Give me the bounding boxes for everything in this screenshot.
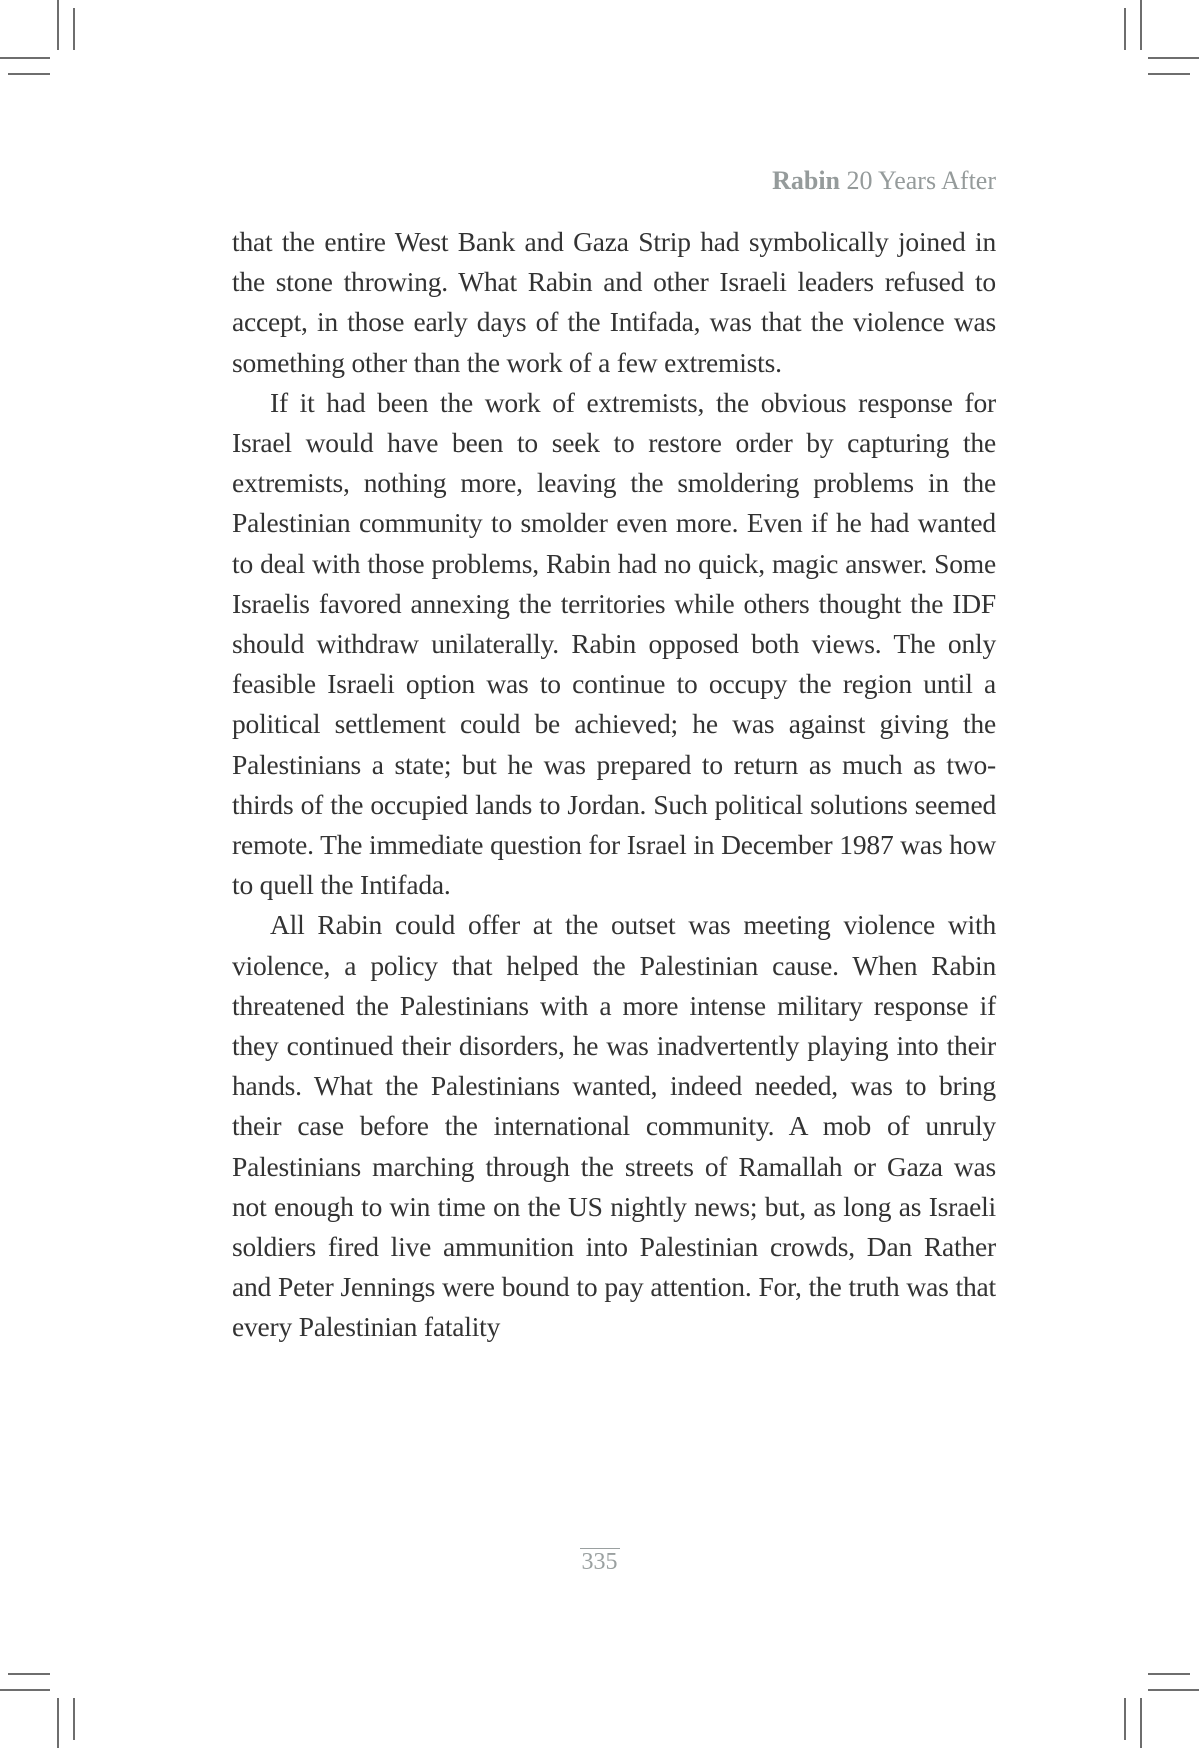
crop-mark: [1148, 1689, 1199, 1691]
body-text: [232, 222, 996, 1348]
running-header-title: 20 Years After: [840, 166, 996, 195]
crop-mark: [1148, 57, 1199, 59]
crop-mark: [1140, 1698, 1142, 1748]
page-number-container: [0, 1548, 1199, 1575]
crop-mark: [1148, 73, 1190, 75]
crop-mark: [1148, 1673, 1190, 1675]
crop-mark: [73, 8, 75, 50]
paragraph: If it had been the work of extremists, the obvious response for Israel would have been to seek to restore order by capturing the extremists, nothing more, leaving the smoldering problems in the Palestinian community to smolder even more. Even if he had wanted to deal with those problems, Rabin had no quick, magic answer. Some Israelis favored annexing the territories while others thought the IDF should withdraw unilaterally. Rabin opposed both views. The only feasible Israeli option was to continue to occupy the region until a political settlement could be achieved; he was against giving the Palestinians a state; but he was prepared to return as much as two-thirds of the occupied lands to Jordan. Such political solutions seemed remote. The immediate question for Israel in December 1987 was how to quell the Intifada.: [232, 386, 996, 901]
crop-mark: [0, 1689, 50, 1691]
crop-mark: [8, 73, 50, 75]
crop-mark: [1124, 1698, 1126, 1740]
running-header: [772, 166, 996, 196]
crop-mark: [57, 0, 59, 50]
page-number: 335: [581, 1549, 618, 1575]
crop-mark: [8, 1673, 50, 1675]
paragraph: All Rabin could offer at the outset was meeting violence with violence, a policy that helped the Palestinian cause. When Rabin threatened the Palestinians with a more intense military response if they continued their disorders, he was inadvertently playing into their hands. What the Palestinians wanted, indeed needed, was to bring their case before the international community. A mob of unruly Palestinians marching through the streets of Ramallah or Gaza was not enough to win time on the US nightly news; but, as long as Israeli soldiers fired live ammunition into Palestinian crowds, Dan Rather and Peter Jennings were bound to pay attention. For, the truth was that every Palestinian fatality: [232, 909, 996, 1343]
paragraph: that the entire West Bank and Gaza Strip had symbolically joined in the stone throwing. What Rabin and other Israeli leaders refused to accept, in those early days of the Intifada, was that the violence was something other than the work of a few extremists.: [232, 226, 996, 378]
running-header-bold: Rabin: [772, 166, 840, 195]
crop-mark: [73, 1698, 75, 1740]
crop-mark: [1124, 8, 1126, 50]
crop-mark: [57, 1698, 59, 1748]
crop-mark: [0, 57, 50, 59]
crop-mark: [1140, 0, 1142, 50]
